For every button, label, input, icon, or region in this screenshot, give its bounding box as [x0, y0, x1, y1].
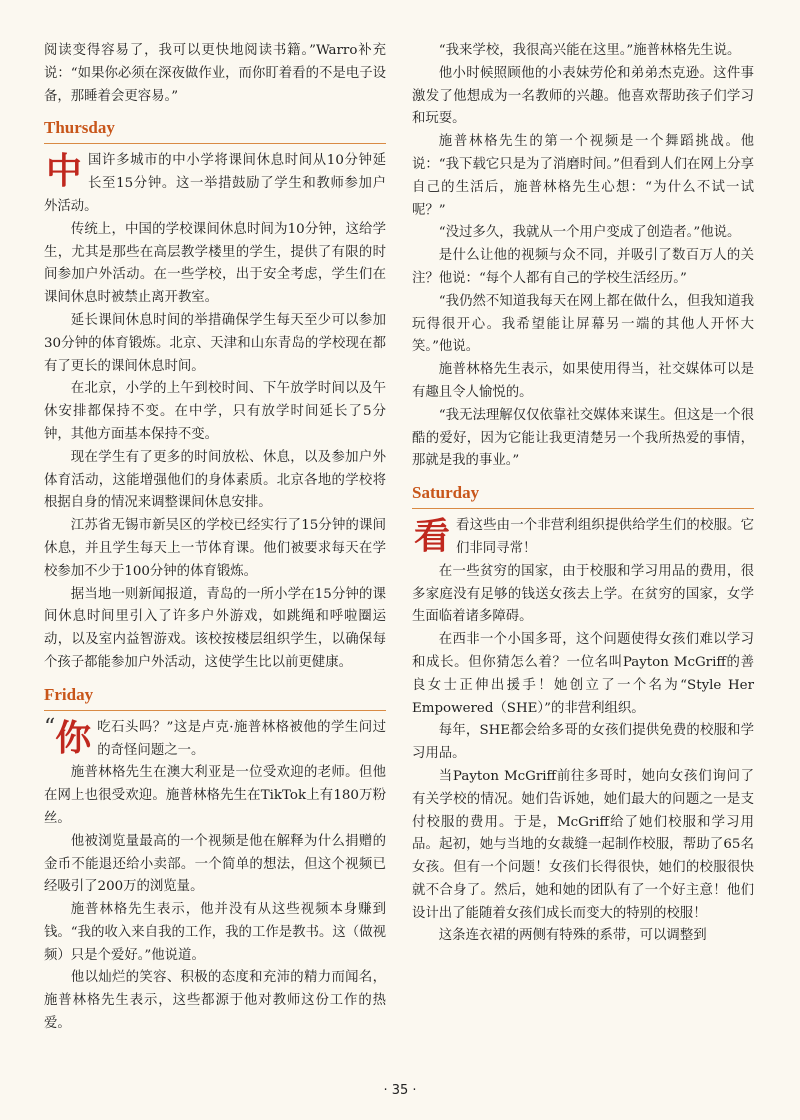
intro-paragraph: 阅读变得容易了，我可以更快地阅读书籍。”Warro补充说：“如果你必须在深夜做作业，而你盯着看的不是电子设备，那睡着会更容易。” [44, 43, 386, 104]
saturday-paragraph: 在一些贫穷的国家，由于校服和学习用品的费用，很多家庭没有足够的钱送女孩去上学。在贫穷的国家，女学生面临着诸多障碍。 [412, 563, 754, 625]
friday-open-quote: “ [44, 714, 56, 740]
friday-paragraph: 他以灿烂的笑容、积极的态度和充沛的精力而闻名，施普林格先生表示，这些都源于他对教师这份工作的热爱。 [44, 970, 386, 1032]
friday-dropcap: 你 [55, 717, 92, 759]
friday-cont-paragraph: “我无法理解仅仅依靠社交媒体来谋生。但这是一个很酷的爱好，因为它能让我更清楚另一个我所热爱的事情，那就是我的事业。” [412, 407, 754, 469]
friday-cont-paragraph: “没过多久，我就从一个用户变成了创造者。”他说。 [438, 225, 741, 241]
friday-cont-paragraph: 是什么让他的视频与众不同，并吸引了数百万人的关注？他说：“每个人都有自己的学校生活经历。” [412, 248, 754, 286]
thursday-paragraph: 江苏省无锡市新吴区的学校已经实行了15分钟的课间休息，并且学生每天上一节体育课。他们被要求每天在学校参加不少于100分钟的体育锻炼。 [44, 518, 386, 579]
thursday-heading: Thursday [44, 118, 115, 138]
saturday-paragraph: 每年，SHE都会给多哥的女孩们提供免费的校服和学习用品。 [412, 723, 754, 762]
saturday-dropcap: 看 [414, 516, 451, 558]
saturday-paragraph: 在西非一个小国多哥，这个问题使得女孩们难以学习和成长。但你猜怎么着？一位名叫Payton McGriff的善良女士正伸出援手！她创立了一个名为“Style Her Empowered（SHE）”的非营利组织。 [412, 632, 754, 716]
right-column [412, 40, 754, 948]
thursday-heading-bar [44, 116, 386, 144]
friday-lead [44, 714, 386, 763]
friday-cont-paragraph: 施普林格先生表示，如果使用得当，社交媒体可以是有趣且令人愉悦的。 [412, 362, 754, 400]
saturday-lead [412, 515, 754, 561]
saturday-lead-text: 看这些由一个非营利组织提供给学生们的校服。它们非同寻常！ [456, 518, 754, 556]
thursday-paragraph: 在北京，小学的上午到校时间、下午放学时间以及午休安排都保持不变。在中学，只有放学时间延长了5分钟，其他方面基本保持不变。 [44, 381, 386, 442]
friday-cont-paragraph: “我仍然不知道我每天在网上都在做什么，但我知道我玩得很开心。我希望能让屏幕另一端的其他人开怀大笑。”他说。 [412, 293, 754, 355]
friday-cont-paragraph: “我来学校，我很高兴能在这里。”施普林格先生说。 [438, 43, 741, 58]
friday-heading: Friday [44, 684, 94, 704]
friday-lead-text: 吃石头吗？”这是卢克·施普林格被他的学生问过的奇怪问题之一。 [97, 719, 386, 758]
thursday-dropcap: 中 [46, 151, 83, 193]
saturday-heading-bar [412, 481, 754, 509]
saturday-paragraph: 当Payton McGriff前往多哥时，她向女孩们询问了有关学校的情况。她们告诉她，她们最大的问题之一是支付校服的费用。于是，McGriff给了她们校服和学习用品。起初，她与当地的女裁缝一起制作校服，帮助了65名女孩。但有一个问题！女孩们长得很快，她们的校服很快就不合身了。然后，她和她的团队有了一个好主意！他们设计出了能随着女孩们成长而变大的特别的校服！ [412, 768, 754, 921]
thursday-paragraph: 据当地一则新闻报道，青岛的一所小学在15分钟的课间休息时间里引入了许多户外游戏，如跳绳和呼啦圈运动，以及室内益智游戏。该校按楼层组织学生，以确保每个孩子都能参加户外活动，这使学生比以前更健康。 [44, 586, 386, 670]
friday-cont-paragraph: 他小时候照顾他的小表妹劳伦和弟弟杰克逊。这件事激发了他想成为一名教师的兴趣。他喜欢帮助孩子们学习和玩耍。 [412, 65, 754, 127]
friday-paragraph: 他被浏览量最高的一个视频是他在解释为什么捐赠的金币不能退还给小卖部。一个简单的想法，但这个视频已经吸引了200万的浏览量。 [44, 833, 386, 895]
friday-cont-paragraph: 施普林格先生的第一个视频是一个舞蹈挑战。他说：“我下载它只是为了消磨时间。”但看到人们在网上分享自己的生活后，施普林格先生心想：“为什么不试一试呢？” [412, 134, 754, 218]
thursday-lead-text: 国许多城市的中小学将课间休息时间从10分钟延长至15分钟。这一举措鼓励了学生和教师参加户外活动。 [44, 153, 386, 214]
thursday-paragraph: 延长课间休息时间的举措确保学生每天至少可以参加30分钟的体育锻炼。北京、天津和山东青岛的学校现在都有了更长的课间休息时间。 [44, 312, 386, 374]
left-column [44, 40, 386, 1036]
thursday-paragraph: 传统上，中国的学校课间休息时间为10分钟，这给学生，尤其是那些在高层教学楼里的学生，提供了有限的时间参加户外活动。在一些学校，出于安全考虑，学生们在课间休息时被禁止离开教室。 [44, 221, 386, 306]
thursday-lead [44, 150, 386, 218]
friday-heading-bar [44, 683, 386, 711]
saturday-heading: Saturday [412, 483, 480, 503]
friday-paragraph: 施普林格先生表示，他并没有从这些视频本身赚到钱。“我的收入来自我的工作，我的工作是教书。这（做视频）只是个爱好。”他说道。 [44, 902, 386, 963]
page-number: · 35 · [383, 1083, 417, 1098]
saturday-paragraph: 这条连衣裙的两侧有特殊的系带，可以调整到 [438, 928, 707, 944]
thursday-paragraph: 现在学生有了更多的时间放松、休息，以及参加户外体育活动，这能增强他们的身体素质。北京各地的学校将根据自身的情况来调整课间休息安排。 [44, 449, 386, 511]
friday-paragraph: 施普林格先生在澳大利亚是一位受欢迎的老师。但他在网上也很受欢迎。施普林格先生在TikTok上有180万粉丝。 [44, 765, 386, 826]
